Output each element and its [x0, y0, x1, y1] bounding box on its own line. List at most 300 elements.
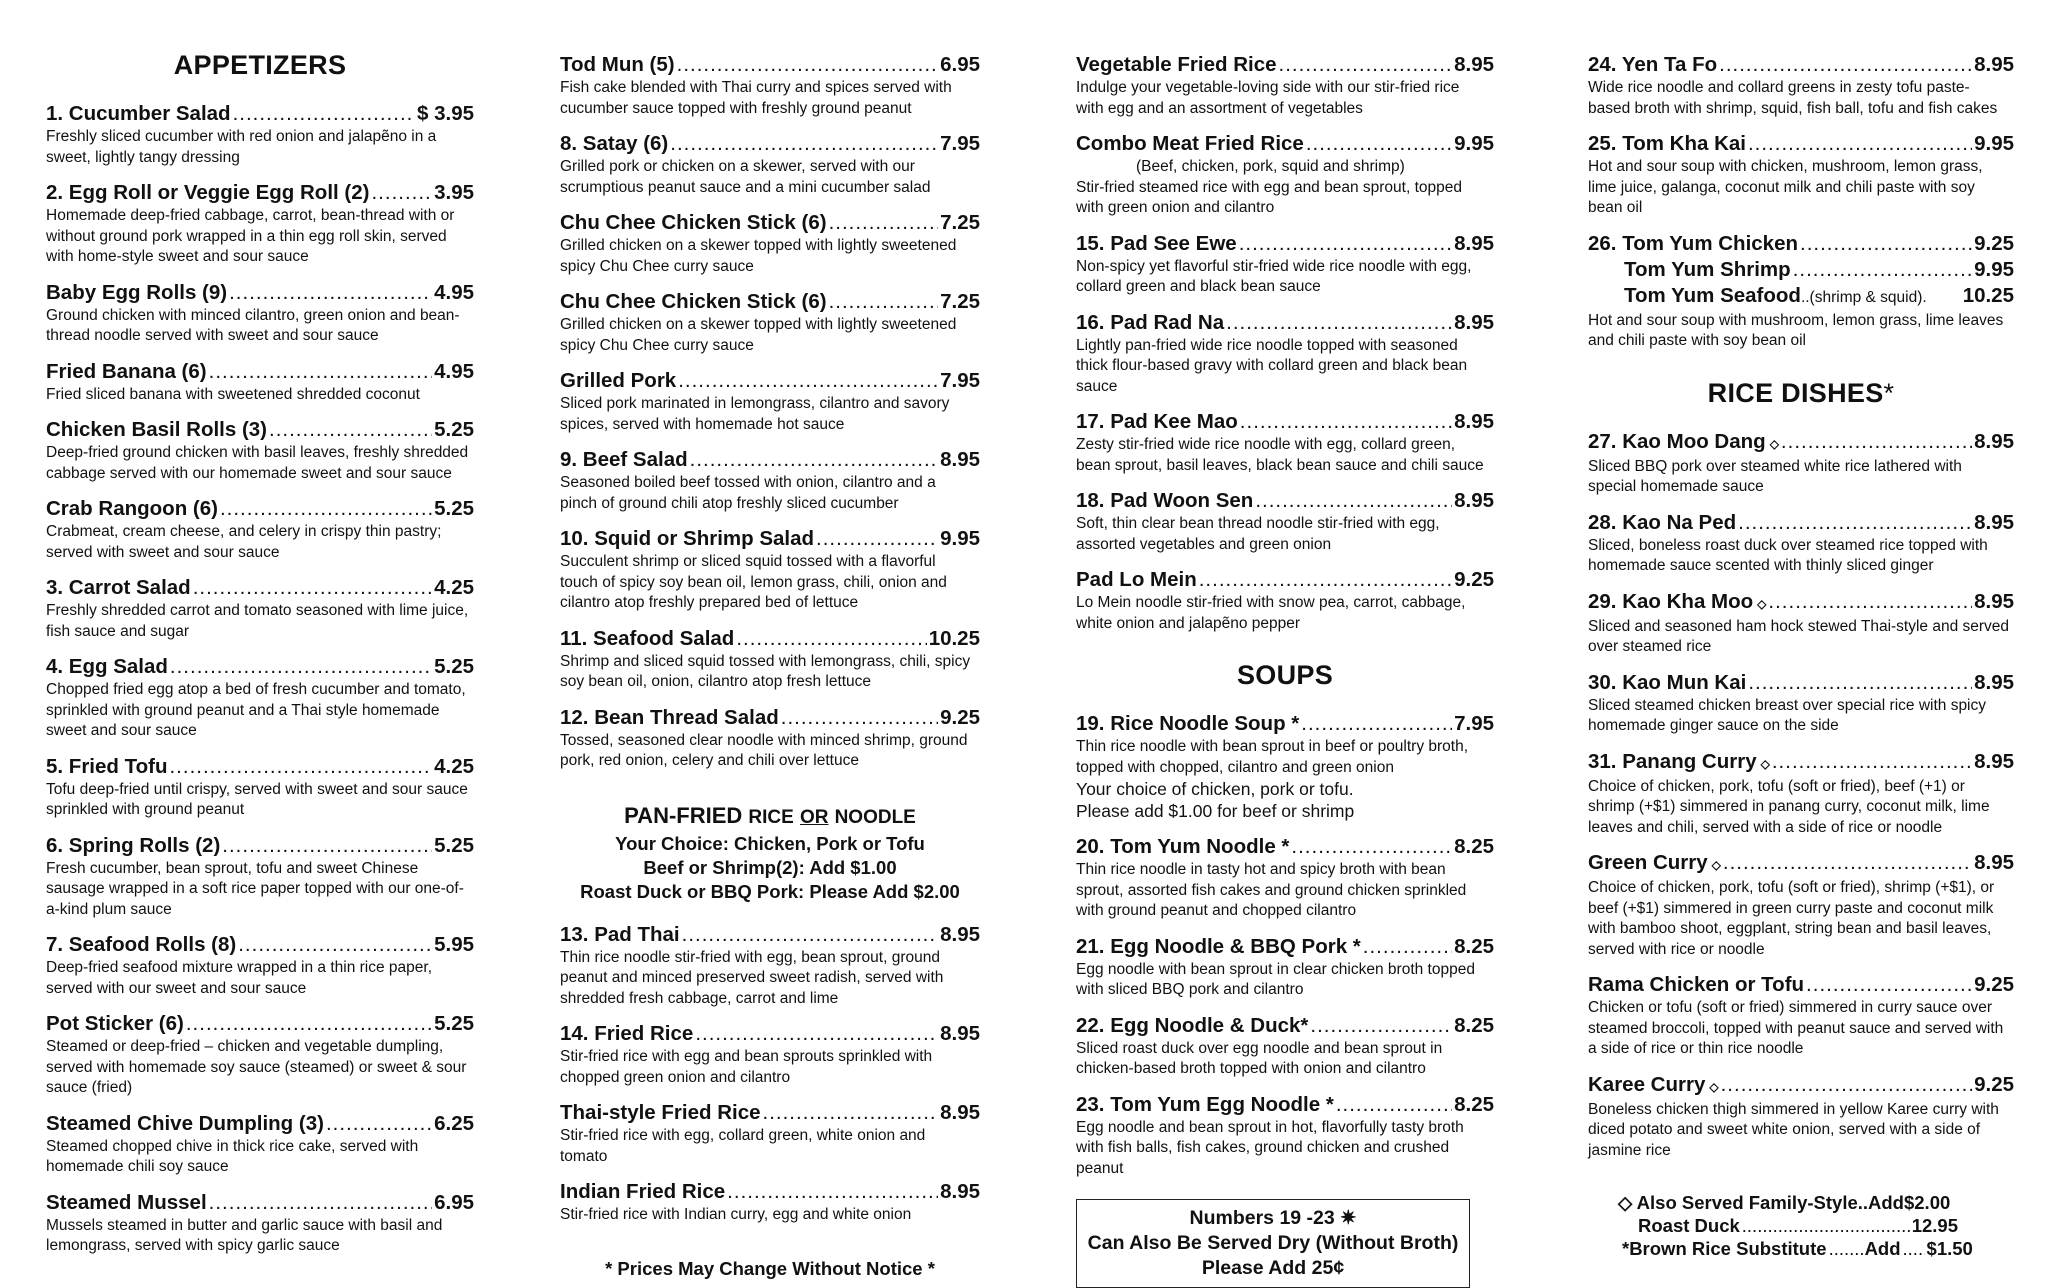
menu-item-description: Ground chicken with minced cilantro, green onion and bean-thread noodle served with sweet and sour sauce	[46, 306, 460, 344]
menu-item	[46, 1011, 474, 1099]
menu-item	[560, 1100, 980, 1167]
menu-item-sub: ..(shrimp & squid).	[1800, 288, 1927, 306]
menu-item-row	[46, 754, 474, 780]
menu-item-price: 9.25	[1974, 231, 2014, 255]
menu-item-description: Stir-fried steamed rice with egg and bean sprout, topped with green onion and cilantro	[1076, 178, 1463, 216]
menu-item-price: $ 3.95	[417, 102, 474, 125]
menu-item-name: 23. Tom Yum Egg Noodle *	[1076, 1092, 1334, 1116]
menu-item	[1076, 231, 1494, 298]
menu-item-row	[1076, 834, 1494, 860]
leader-dots	[1306, 131, 1452, 157]
menu-item-row	[1076, 409, 1494, 435]
leader-dots	[186, 1011, 432, 1037]
menu-item-description: Tofu deep-fried until crispy, served with sweet and sour sauce sprinkled with ground peanut	[46, 780, 468, 818]
menu-item-description: Crabmeat, cream cheese, and celery in crispy thin pastry; served with sweet and sour sauce	[46, 523, 442, 561]
menu-item-row	[560, 626, 980, 652]
menu-item-row	[560, 52, 980, 78]
pan-fried-title-d: NOODLE	[834, 806, 916, 828]
menu-item-description: Deep-fried seafood mixture wrapped in a thin rice paper, served with our sweet and sour sauce	[46, 959, 432, 997]
section-title-rice-dishes	[1588, 378, 2014, 409]
leader-dots	[763, 1100, 939, 1126]
menu-item-description: Stir-fried rice with Indian curry, egg and white onion	[560, 1206, 912, 1223]
footer-notes	[1618, 1191, 2014, 1260]
menu-item	[46, 359, 474, 406]
menu-item-name: Pot Sticker (6)	[46, 1012, 184, 1035]
leader-dots	[781, 705, 938, 731]
menu-item-name: Chicken Basil Rolls (3)	[46, 418, 268, 441]
menu-item-description: Grilled chicken on a skewer topped with lightly sweetened spicy Chu Chee curry sauce	[560, 316, 957, 354]
menu-item-name: Tod Mun (5)	[560, 53, 675, 76]
menu-item-price: 8.95	[940, 1022, 980, 1045]
menu-item-name: Grilled Pork	[560, 369, 677, 392]
menu-item	[46, 654, 474, 742]
leader-dots	[677, 52, 938, 78]
soups-continued-list	[1588, 52, 2014, 219]
menu-item-row	[560, 1100, 980, 1126]
leader-dots	[690, 447, 938, 473]
rice-title-text: RICE DISHES	[1707, 377, 1884, 408]
leader-dots	[670, 131, 938, 157]
leader-dots	[1800, 231, 1972, 257]
leader-dots	[829, 289, 939, 315]
menu-item-description: Sliced and seasoned ham hock stewed Thai-style and served over steamed rice	[1588, 617, 2010, 655]
menu-item	[560, 447, 980, 514]
menu-item	[560, 289, 980, 356]
menu-item-price: 4.95	[434, 280, 474, 304]
leader-dots	[269, 417, 432, 443]
menu-item-name: Vegetable Fried Rice	[1076, 53, 1277, 76]
menu-item-description: Seasoned boiled beef tossed with onion, cilantro and a pinch of ground chili atop freshly sliced cucumber	[560, 474, 936, 512]
note-roast-duck	[1618, 1214, 1958, 1237]
menu-item-description: Lightly pan-fried wide rice noodle topped with seasoned thick flour-based gravy with collard green and black bean sauce	[1076, 336, 1468, 395]
price-notice: * Prices May Change Without Notice *	[605, 1257, 935, 1279]
menu-item-price: 4.25	[434, 754, 474, 778]
leader-dots	[1363, 934, 1452, 960]
menu-item-tom-yum	[1588, 231, 2014, 352]
menu-item	[1076, 934, 1494, 1001]
menu-item-row	[1588, 510, 2014, 536]
menu-item	[1076, 488, 1494, 555]
menu-item-row	[560, 1179, 980, 1205]
menu-item-price: 8.25	[1454, 934, 1494, 958]
menu-item-description: Homemade deep-fried cabbage, carrot, bean-thread with or without ground pork wrapped in a thin egg roll skin, served with home-style sweet and sour sauce	[46, 207, 455, 265]
diamond-icon: ◇	[1709, 1079, 1719, 1094]
menu-item-name: Chu Chee Chicken Stick (6)	[560, 211, 827, 234]
menu-item	[560, 1021, 980, 1088]
menu-item-description: Sliced BBQ pork over steamed white rice lathered with special homemade sauce	[1588, 457, 1962, 495]
menu-item	[1588, 670, 2014, 737]
menu-item-description: Thin rice noodle in tasty hot and spicy broth with bean sprout, assorted fish cakes and ground chicken sprinkled with ground peanut and chopped cilantro	[1076, 861, 1467, 919]
menu-item	[560, 52, 980, 119]
menu-item-name: 4. Egg Salad	[46, 655, 168, 678]
dry-option-box	[1076, 1199, 1470, 1288]
menu-item-price: 8.95	[1454, 231, 1494, 255]
leader-dots	[238, 932, 432, 958]
leader-dots	[695, 1021, 938, 1047]
menu-item-row	[560, 705, 980, 731]
menu-item-price: 8.95	[940, 922, 980, 946]
menu-item-row	[560, 447, 980, 473]
menu-item-row	[1588, 52, 2014, 78]
menu-item	[1588, 510, 2014, 577]
menu-item-price: 8.25	[1454, 1013, 1494, 1037]
menu-item	[46, 180, 474, 268]
menu-item-price: 9.95	[1454, 132, 1494, 155]
menu-item-row	[560, 526, 980, 552]
menu-item	[1076, 834, 1494, 922]
menu-item-description: Thin rice noodle stir-fried with egg, bean sprout, ground peanut and minced preserved sweet radish, served with shredded fresh cabbage, carrot and lime	[560, 948, 944, 1007]
menu-item-description: Indulge your vegetable-loving side with our stir-fried rice with egg and an assortment of vegetables	[1076, 79, 1460, 117]
leader-dots	[1336, 1092, 1452, 1118]
leader-dots	[1239, 231, 1452, 257]
menu-item-row	[46, 180, 474, 206]
menu-item-row	[560, 289, 980, 315]
leader-dots	[170, 654, 432, 680]
leader-dots	[682, 922, 938, 948]
menu-item-name: Steamed Mussel	[46, 1190, 207, 1214]
menu-item-name: 3. Carrot Salad	[46, 576, 191, 599]
leader-dots	[1721, 1072, 1972, 1098]
menu-item-name: Indian Fried Rice	[560, 1180, 726, 1203]
menu-item-sub: (Beef, chicken, pork, squid and shrimp)	[1136, 158, 1405, 175]
menu-item-name: 8. Satay (6)	[560, 132, 669, 155]
leader-dots	[193, 575, 432, 601]
menu-item-price: 9.25	[1974, 973, 2014, 996]
menu-item	[46, 1190, 474, 1257]
menu-item-row	[560, 131, 980, 157]
menu-item-name: 19. Rice Noodle Soup *	[1076, 712, 1300, 735]
menu-item-name: 18. Pad Woon Sen	[1076, 489, 1254, 512]
menu-item	[1588, 850, 2014, 960]
menu-item-row	[1076, 488, 1494, 514]
menu-item-description: Thin rice noodle with bean sprout in beef or poultry broth, topped with chopped, cilantro and green onion	[1076, 738, 1469, 776]
menu-item-name: 29. Kao Kha Moo	[1588, 589, 1754, 613]
menu-item-name: 22. Egg Noodle & Duck*	[1076, 1013, 1309, 1037]
menu-item-price: 5.95	[434, 933, 474, 956]
menu-item-row	[560, 368, 980, 394]
menu-item-price: 8.95	[1974, 670, 2014, 694]
menu-item-description: Chicken or tofu (soft or fried) simmered in curry sauce over steamed broccoli, topped with peanut sauce and served with a side of rice or thin rice noodle	[1588, 999, 2004, 1057]
menu-item-description: Choice of chicken, pork, tofu (soft or fried), shrimp (+$1), or beef (+$1) simmered in green curry paste and coconut milk with bamboo shoot, eggplant, string bean and basil leaves, served with rice or noodle	[1588, 879, 1995, 958]
note-label: *Brown Rice Substitute	[1622, 1238, 1827, 1259]
menu-item	[1588, 131, 2014, 219]
column-appetizers	[46, 50, 474, 1269]
box-line-2: Can Also Be Served Dry (Without Broth)	[1087, 1232, 1459, 1254]
menu-item-name: 24. Yen Ta Fo	[1588, 53, 1718, 76]
menu-item	[1588, 972, 2014, 1060]
menu-item-row	[1588, 749, 2014, 777]
appetizers-continued-list	[560, 52, 980, 772]
pan-fried-title-b: RICE	[748, 806, 794, 828]
menu-item-price: 8.95	[940, 1101, 980, 1124]
soup-price-note: Please add $1.00 for beef or shrimp	[1076, 801, 1355, 821]
menu-item	[1076, 52, 1494, 119]
leader-dots	[1748, 131, 1972, 157]
menu-item	[560, 1179, 980, 1226]
diamond-icon: ◇	[1711, 858, 1721, 872]
leader-dots	[1291, 834, 1452, 860]
leader-dots	[1226, 310, 1452, 336]
menu-item	[1076, 1013, 1494, 1080]
menu-item-description: Grilled pork or chicken on a skewer, served with our scrumptious peanut sauce and a mini cucumber salad	[560, 158, 931, 196]
menu-item-name: Rama Chicken or Tofu	[1588, 973, 1805, 996]
menu-item-price: 7.25	[940, 211, 980, 234]
menu-item-description: Sliced, boneless roast duck over steamed rice topped with homemade sauce scented with thinly sliced ginger	[1588, 536, 1988, 574]
menu-item-row	[1076, 1013, 1494, 1039]
menu-item-price: 8.95	[1974, 429, 2014, 453]
menu-item-price: 8.95	[1454, 410, 1494, 433]
leader-dots	[816, 526, 938, 552]
soup-choice-note: Your choice of chicken, pork or tofu.	[1076, 779, 1354, 799]
menu-item-price: 8.95	[1974, 510, 2014, 534]
menu-item-description: Freshly sliced cucumber with red onion and jalapẽno in a sweet, lightly tangy dressing	[46, 128, 437, 166]
menu-item	[46, 833, 474, 921]
menu-item-price: 10.25	[928, 626, 980, 650]
menu-item	[560, 526, 980, 614]
menu-item-name: 13. Pad Thai	[560, 922, 680, 946]
noodles-list	[1076, 52, 1494, 634]
menu-item-description: Sliced pork marinated in lemongrass, cilantro and savory spices, served with homemade hot sauce	[560, 395, 950, 433]
leader-dots	[1806, 972, 1972, 998]
note-price: $2.00	[1903, 1192, 1951, 1213]
menu-item-row	[46, 280, 474, 306]
menu-item-price: 7.95	[1454, 712, 1494, 735]
menu-item-row	[560, 210, 980, 236]
menu-item-price: 6.95	[434, 1190, 474, 1214]
menu-item-name: Fried Banana (6)	[46, 359, 207, 383]
leader-dots	[1772, 749, 1972, 775]
menu-item-row	[46, 1190, 474, 1216]
menu-item-price: 9.25	[940, 705, 980, 729]
box-line-3: Please Add 25¢	[1201, 1257, 1345, 1279]
note-price: 12.95	[1911, 1215, 1958, 1236]
menu-item-price: 9.25	[1454, 568, 1494, 591]
menu-item-row	[1588, 972, 2014, 998]
menu-item-description: Stir-fried rice with egg and bean sprouts sprinkled with chopped green onion and cilantro	[560, 1048, 933, 1086]
menu-item	[560, 705, 980, 772]
rice-dishes-list	[1588, 429, 2014, 1162]
note-price: $1.50	[1926, 1238, 1973, 1259]
leader-dots	[1903, 1237, 1925, 1260]
menu-item-name: 21. Egg Noodle & BBQ Pork *	[1076, 934, 1361, 958]
pan-fried-header	[560, 802, 980, 904]
menu-item-row	[1076, 711, 1494, 737]
menu-item-price: 9.95	[1974, 132, 2014, 155]
box-line-1: Numbers 19 -23 ✷	[1189, 1207, 1357, 1229]
menu-item-name: Baby Egg Rolls (9)	[46, 280, 228, 304]
leader-dots	[209, 1190, 432, 1216]
menu-item-description: Shrimp and sliced squid tossed with lemongrass, chili, spicy soy bean oil, onion, cilantro atop fresh lettuce	[560, 652, 971, 690]
menu-item-description: Choice of chicken, pork, tofu (soft or fried), beef (+1) or shrimp (+$1) simmered in panang curry, coconut milk, lime leaves and chili, served with a side of rice or noodle	[1588, 777, 1990, 836]
menu-item-price: 8.95	[1974, 749, 2014, 773]
note-brown-rice	[1618, 1237, 1973, 1260]
menu-item-row	[1588, 589, 2014, 617]
menu-item-row	[1076, 1092, 1494, 1118]
pan-fried-choice: Your Choice: Chicken, Pork or Tofu	[615, 832, 925, 854]
menu-item-row	[46, 101, 474, 127]
leader-dots	[1742, 1214, 1910, 1237]
menu-item-row	[46, 359, 474, 385]
menu-item-row	[1588, 257, 2014, 283]
menu-item-row	[46, 496, 474, 522]
menu-item-row	[46, 417, 474, 443]
menu-item-price: 5.25	[434, 418, 474, 441]
menu-item-row	[1588, 1072, 2014, 1100]
leader-dots	[1301, 711, 1452, 737]
menu-item-row	[1076, 131, 1494, 157]
menu-item-name: 16. Pad Rad Na	[1076, 310, 1225, 334]
menu-item-name: 25. Tom Kha Kai	[1588, 132, 1746, 155]
menu-item-name: Karee Curry	[1588, 1072, 1706, 1096]
menu-item-description: Hot and sour soup with chicken, mushroom, lemon grass, lime juice, galanga, coconut milk and chili paste with soy bean oil	[1588, 158, 1983, 216]
menu-item-row	[1076, 934, 1494, 960]
menu-item-price: 8.25	[1454, 835, 1494, 858]
menu-item-name: 2. Egg Roll or Veggie Egg Roll (2)	[46, 181, 370, 204]
column-noodles-soups	[1076, 52, 1494, 1288]
section-title-soups: SOUPS	[1236, 660, 1334, 690]
menu-item-description: Steamed or deep-fried – chicken and vegetable dumpling, served with homemade soy sauce (steamed) or sweet & sour sauce (fried)	[46, 1038, 467, 1096]
menu-item-description: Lo Mein noodle stir-fried with snow pea, carrot, cabbage, white onion and jalapẽno pepper	[1076, 594, 1466, 632]
pan-fried-list	[560, 922, 980, 1226]
section-title-appetizers: APPETIZERS	[173, 50, 347, 80]
menu-item	[46, 575, 474, 642]
menu-item	[46, 101, 474, 168]
menu-item-description: Deep-fried ground chicken with basil leaves, freshly shredded cabbage served with our homemade sweet and sour sauce	[46, 444, 469, 482]
note-label: Roast Duck	[1638, 1215, 1740, 1236]
leader-dots	[1723, 850, 1972, 876]
leader-dots	[1199, 567, 1452, 593]
menu-item-description: Fresh cucumber, bean sprout, tofu and sweet Chinese sausage wrapped in a soft rice paper topped with our one-of-a-kind plum sauce	[46, 859, 464, 918]
menu-item-price: 8.95	[940, 1180, 980, 1203]
menu-item-price: 8.25	[1454, 1092, 1494, 1116]
menu-item-description: Fish cake blended with Thai curry and spices served with cucumber sauce topped with freshly ground peanut	[560, 79, 952, 117]
menu-item	[560, 210, 980, 277]
menu-item-name: 9. Beef Salad	[560, 448, 688, 471]
leader-dots	[678, 368, 938, 394]
menu-item	[1076, 131, 1494, 219]
menu-item-row	[1588, 670, 2014, 696]
menu-item-row	[1588, 283, 2014, 311]
menu-item	[46, 280, 474, 347]
leader-dots	[169, 754, 432, 780]
menu-item-row	[1588, 131, 2014, 157]
menu-item-row	[46, 575, 474, 601]
menu-item-description: Zesty stir-fried wide rice noodle with egg, collard green, bean sprout, basil leaves, black bean sauce and chili sauce	[1076, 436, 1484, 474]
menu-item-price: 4.25	[434, 576, 474, 599]
pan-fried-title	[560, 802, 980, 832]
menu-item-name: 20. Tom Yum Noodle *	[1076, 835, 1290, 858]
menu-item	[560, 368, 980, 435]
note-label: ◇ Also Served Family-Style..Add	[1618, 1192, 1904, 1213]
leader-dots	[1781, 429, 1972, 455]
appetizers-list	[46, 101, 474, 1257]
leader-dots	[220, 496, 432, 522]
leader-dots	[326, 1111, 432, 1137]
menu-item-name: 31. Panang Curry	[1588, 749, 1757, 773]
leader-dots	[1829, 1237, 1863, 1260]
menu-item-price: 5.25	[434, 1012, 474, 1035]
menu-item	[1076, 310, 1494, 398]
menu-item	[46, 417, 474, 484]
menu-item-description: Freshly shredded carrot and tomato seasoned with lime juice, fish sauce and sugar	[46, 602, 469, 640]
pan-fried-beef-shrimp: Beef or Shrimp(2): Add $1.00	[643, 856, 897, 878]
leader-dots	[1793, 257, 1972, 283]
menu-item-name: Chu Chee Chicken Stick (6)	[560, 290, 827, 313]
menu-item-name: 30. Kao Mun Kai	[1588, 670, 1747, 694]
rice-title-mark: *	[1883, 377, 1895, 408]
menu-item-description: Sliced roast duck over egg noodle and bean sprout in chicken-based broth topped with onion and cilantro	[1076, 1039, 1443, 1077]
menu-item	[1076, 1092, 1494, 1180]
leader-dots	[1310, 1013, 1452, 1039]
menu-item-row	[1076, 52, 1494, 78]
menu-item-price: 8.95	[1974, 851, 2014, 874]
diamond-icon: ◇	[1760, 756, 1770, 771]
menu-item-name: Thai-style Fried Rice	[560, 1101, 761, 1124]
menu-item-row	[1588, 429, 2014, 457]
menu-item	[1588, 429, 2014, 498]
menu-item-row	[560, 922, 980, 948]
menu-item-name: Steamed Chive Dumpling (3)	[46, 1111, 324, 1135]
menu-item-description: Grilled chicken on a skewer topped with lightly sweetened spicy Chu Chee curry sauce	[560, 237, 957, 275]
leader-dots	[229, 280, 432, 306]
note-family-style	[1618, 1191, 1958, 1214]
column-soups-rice	[1588, 52, 2014, 1260]
pan-fried-title-a: PAN-FRIED	[624, 802, 743, 828]
menu-item-price: 7.95	[940, 132, 980, 155]
menu-item-row	[1588, 231, 2014, 257]
menu-item-description: Succulent shrimp or sliced squid tossed with a flavorful touch of spicy soy bean oil, lemon grass, chili, onion and cilantro atop freshly prepared bed of lettuce	[560, 553, 947, 611]
menu-item-price: 7.25	[940, 290, 980, 313]
menu-item	[1076, 567, 1494, 634]
menu-item-price: 8.95	[1454, 53, 1494, 76]
menu-item-name: 11. Seafood Salad	[560, 626, 735, 650]
leader-dots	[1768, 589, 1972, 615]
menu-item-name: 15. Pad See Ewe	[1076, 231, 1237, 255]
menu-item-price: 9.95	[940, 527, 980, 550]
menu-item-description: Sliced steamed chicken breast over special rice with spicy homemade ginger sauce on the side	[1588, 696, 1987, 734]
menu-item	[1588, 1072, 2014, 1162]
menu-item-name: 28. Kao Na Ped	[1588, 510, 1737, 534]
menu-item-price: 5.25	[434, 497, 474, 520]
note-mid: Add	[1864, 1238, 1901, 1259]
menu-item-row	[46, 932, 474, 958]
leader-dots	[736, 626, 926, 652]
leader-dots	[222, 833, 432, 859]
menu-item-description: Tossed, seasoned clear noodle with minced shrimp, ground pork, red onion, celery and chili over lettuce	[560, 731, 968, 769]
menu-item-price: 6.25	[434, 1111, 474, 1135]
leader-dots	[1748, 670, 1972, 696]
menu-item	[560, 131, 980, 198]
menu-item-name: 12. Bean Thread Salad	[560, 705, 779, 729]
menu-item	[1588, 52, 2014, 119]
menu-item-price: 8.95	[1974, 589, 2014, 613]
menu-item-row	[46, 833, 474, 859]
menu-item-row	[1076, 310, 1494, 336]
menu-item-name: Tom Yum Shrimp	[1624, 257, 1791, 281]
menu-item-name: 7. Seafood Rolls (8)	[46, 933, 237, 956]
leader-dots	[1279, 52, 1453, 78]
menu-item	[46, 754, 474, 821]
menu-item-price: 9.95	[1974, 257, 2014, 281]
menu-item	[560, 922, 980, 1010]
menu-item-price: 3.95	[434, 181, 474, 204]
menu-item-price: 8.95	[1454, 489, 1494, 512]
menu-item-name: 6. Spring Rolls (2)	[46, 833, 221, 857]
menu-item-description: Egg noodle with bean sprout in clear chicken broth topped with sliced BBQ pork and cilantro	[1076, 960, 1475, 998]
menu-item-name: 27. Kao Moo Dang	[1588, 429, 1766, 453]
menu-item-name: Crab Rangoon (6)	[46, 497, 218, 520]
menu-item-description: Wide rice noodle and collard greens in zesty tofu paste-based broth with shrimp, squid, fish ball, tofu and fish cakes	[1588, 79, 1998, 117]
